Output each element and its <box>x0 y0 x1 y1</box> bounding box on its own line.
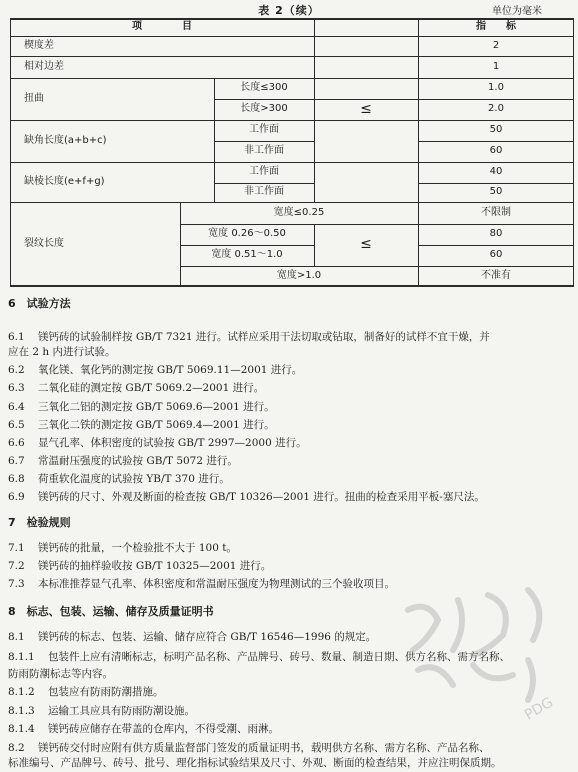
row-value: 不限制 <box>481 207 511 218</box>
table-title: 表 2（续） <box>258 4 320 17</box>
row-label: 扭曲 <box>24 93 44 104</box>
clause <box>8 577 568 591</box>
row-value: 2 <box>492 40 500 51</box>
clause-text: 包装应有防雨防潮措施。 <box>48 686 164 698</box>
clause-text: 二氧化硅的测定按 GB/T 5069.2—2001 进行。 <box>38 382 265 394</box>
sub-label: 工作面 <box>249 124 279 135</box>
clause <box>8 650 568 664</box>
clause-number: 6.4 <box>8 401 25 413</box>
clause-continuation: 防雨防潮标志等内容。 <box>8 668 113 680</box>
clause <box>8 472 568 486</box>
clause-text: 镁钙砖的批量，一个检验批不大于 100 t。 <box>38 542 237 554</box>
clause-text: 包装件上应有清晰标志，标明产品名称、产品牌号、砖号、数量、制造日期、供方名称、需方名称、 <box>48 651 510 663</box>
clause-number: 8.1.3 <box>8 705 35 717</box>
clause-number: 8.1.2 <box>8 686 35 698</box>
clause-number: 8.1.4 <box>8 723 35 735</box>
clause-number: 7.3 <box>8 578 25 590</box>
clause-text: 运输工具应具有防雨防潮设施。 <box>48 705 195 717</box>
sub-label: 非工作面 <box>244 186 284 197</box>
clause-text: 镁钙砖交付时应附有供方质量监督部门签发的质量证明书，载明供方名称、需方名称、产品名称、 <box>38 742 490 754</box>
clause-text: 镁钙砖的尺寸、外观及断面的检查按 GB/T 10326—2001 进行。扭曲的检查采用平板-塞尺法。 <box>38 491 485 503</box>
section-heading: 7 检验规则 <box>8 516 71 529</box>
clause-number: 8.2 <box>8 742 25 754</box>
clause <box>8 559 568 573</box>
row-value: 80 <box>489 228 503 239</box>
row-value: 1 <box>492 61 500 72</box>
header-value: 指 标 <box>476 21 516 32</box>
row-value: 40 <box>489 166 503 177</box>
clause <box>8 454 568 468</box>
clause-number: 6.2 <box>8 364 25 376</box>
row-value: 50 <box>489 124 503 135</box>
row-value: 不准有 <box>481 270 511 281</box>
sub-label: 宽度 0.51～1.0 <box>211 249 283 260</box>
clause-number: 6.1 <box>8 331 25 343</box>
clause-number: 7.1 <box>8 542 25 554</box>
row-value: 60 <box>489 145 503 156</box>
section-heading: 6 试验方法 <box>8 297 71 310</box>
clause-number: 8.1.1 <box>8 651 35 663</box>
clause-text: 显气孔率、体积密度的试验按 GB/T 2997—2000 进行。 <box>38 437 307 449</box>
sub-label: 宽度>1.0 <box>276 270 322 281</box>
clause-number: 6.3 <box>8 382 25 394</box>
clause-text: 氧化镁、氧化钙的测定按 GB/T 5069.11—2001 进行。 <box>38 364 303 376</box>
clause-text: 镁钙砖的试验制样按 GB/T 7321 进行。试样应采用干法切取或钻取，制备好的试样不宜干燥，并 <box>38 331 490 343</box>
le-symbol: ≤ <box>360 236 372 252</box>
sub-label: 宽度≤0.25 <box>273 207 325 218</box>
clause <box>8 741 568 755</box>
clause-number: 6.6 <box>8 437 25 449</box>
clause-text: 三氧化二铝的测定按 GB/T 5069.6—2001 进行。 <box>38 401 275 413</box>
clause-continuation: 应在 2 h 内进行试验。 <box>8 346 116 358</box>
clause <box>8 722 568 736</box>
clause-text: 荷重软化温度的试验按 YB/T 370 进行。 <box>38 473 230 485</box>
clause-number: 6.9 <box>8 491 25 503</box>
clause-text: 镁钙砖应储存在带盖的仓库内，不得受潮、雨淋。 <box>48 723 279 735</box>
row-value: 50 <box>489 186 503 197</box>
clause-text: 三氧化二铁的测定按 GB/T 5069.4—2001 进行。 <box>38 419 275 431</box>
clause <box>8 363 568 377</box>
sub-label: 长度≤300 <box>240 82 288 93</box>
clause-text: 镁钙砖的抽样验收按 GB/T 10325—2001 进行。 <box>38 560 272 572</box>
spec-table <box>10 18 574 287</box>
clause <box>8 685 568 699</box>
row-label: 裂纹长度 <box>24 238 64 249</box>
clause-text: 本标准推荐显气孔率、体积密度和常温耐压强度为物理测试的三个验收项目。 <box>38 578 395 590</box>
clause-number: 8.1 <box>8 631 25 643</box>
row-label: 缺棱长度(e+f+g) <box>24 176 105 187</box>
row-label: 缺角长度(a+b+c) <box>24 135 107 146</box>
unit-note: 单位为毫米 <box>492 6 542 17</box>
clause-text: 镁钙砖的标志、包装、运输、储存应符合 GB/T 16546—1996 的规定。 <box>38 631 377 643</box>
table-caption <box>0 2 578 16</box>
clause <box>8 436 568 450</box>
section-heading: 8 标志、包装、运输、储存及质量证明书 <box>8 605 214 618</box>
clause-number: 7.2 <box>8 560 25 572</box>
row-value: 1.0 <box>488 82 504 93</box>
clause-number: 6.7 <box>8 455 25 467</box>
sub-label: 长度>300 <box>240 103 288 114</box>
row-value: 2.0 <box>488 103 504 114</box>
clause <box>8 418 568 432</box>
clause <box>8 400 568 414</box>
clause <box>8 630 568 644</box>
row-label: 相对边差 <box>24 61 64 72</box>
clause-number: 6.8 <box>8 473 25 485</box>
clause <box>8 541 568 555</box>
row-value: 60 <box>489 249 503 260</box>
row-label: 楔度差 <box>24 40 54 51</box>
clause-number: 6.5 <box>8 419 25 431</box>
clause-text: 常温耐压强度的试验按 GB/T 5072 进行。 <box>38 455 238 467</box>
sub-label: 宽度 0.26～0.50 <box>208 228 286 239</box>
le-symbol: ≤ <box>360 101 372 117</box>
sub-label: 工作面 <box>249 166 279 177</box>
clause <box>8 704 568 718</box>
clause <box>8 490 568 504</box>
stamp-text: PDG <box>522 694 557 724</box>
clause <box>8 381 568 395</box>
clause-continuation: 标准编号、产品牌号、砖号、批号、理化指标试验结果及尺寸、外观、断面的检查结果，并应注明保质期。 <box>8 757 502 769</box>
sub-label: 非工作面 <box>244 145 284 156</box>
header-item: 项 目 <box>132 21 192 32</box>
clause <box>8 330 568 344</box>
